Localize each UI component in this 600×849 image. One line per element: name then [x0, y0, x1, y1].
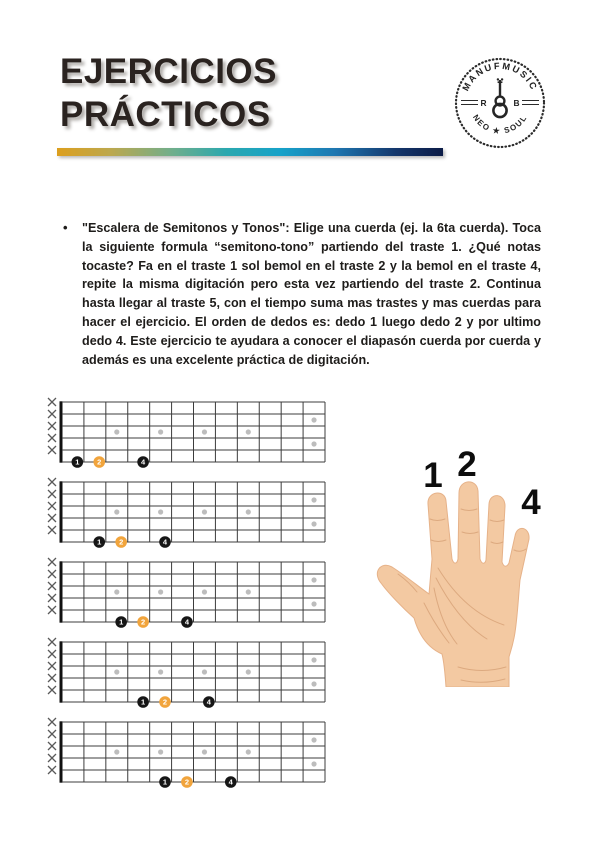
- inlay-dot: [114, 589, 119, 594]
- muted-string-x: [48, 478, 56, 486]
- page-title-line1: EJERCICIOS: [60, 52, 277, 91]
- fretboard-svg: [47, 716, 339, 796]
- muted-string-x: [48, 594, 56, 602]
- inlay-dot: [114, 429, 119, 434]
- finger-dot-number: 4: [141, 457, 146, 467]
- inlay-dot: [158, 669, 163, 674]
- inlay-dot: [114, 749, 119, 754]
- inlay-dot: [202, 589, 207, 594]
- fretboard-svg: [47, 636, 339, 716]
- page-title: [60, 50, 277, 136]
- nut-bar: [60, 401, 63, 462]
- muted-string-x: [48, 398, 56, 406]
- nut-bar: [60, 721, 63, 782]
- finger-dot-number: 1: [75, 457, 80, 467]
- muted-string-x: [48, 638, 56, 646]
- inlay-dot: [311, 737, 316, 742]
- inlay-dot: [246, 429, 251, 434]
- fretboard-svg: [47, 396, 339, 476]
- finger-dot-number: 2: [119, 537, 124, 547]
- inlay-dot: [246, 749, 251, 754]
- inlay-dot: [158, 749, 163, 754]
- muted-string-x: [48, 526, 56, 534]
- inlay-dot: [246, 669, 251, 674]
- finger-dot-number: 2: [141, 617, 146, 627]
- inlay-dot: [311, 441, 316, 446]
- fretboard-diagram: [47, 396, 339, 481]
- muted-string-x: [48, 674, 56, 682]
- muted-string-x: [48, 766, 56, 774]
- muted-string-x: [48, 434, 56, 442]
- inlay-dot: [114, 669, 119, 674]
- muted-string-x: [48, 514, 56, 522]
- exercise-text: "Escalera de Semitonos y Tonos": Elige una cuerda (ej. la 6ta cuerda). Toca la siguiente formula “semitono-tono” partiendo del traste 1. ¿Qué notas tocaste? Fa en el traste 1 sol bemol en el traste 2 y la bemol en el traste 4, repite la misma digitación pero esta vez partiendo del traste 2. Continua hasta llegar al traste 5, con el tiempo suma mas trastes y mas cuerdas para hacer el ejercicio. El orden de dedos es: dedo 1 luego dedo 2 y por ultimo dedo 4. Este ejercicio te ayudara a conocer el diapasón cuerda por cuerda y además es una excelente práctica de digitación.: [82, 221, 541, 367]
- muted-string-x: [48, 754, 56, 762]
- inlay-dot: [202, 429, 207, 434]
- inlay-dot: [311, 577, 316, 582]
- inlay-dot: [246, 589, 251, 594]
- fretboard-diagram: [47, 476, 339, 561]
- finger-dot-number: 4: [206, 697, 211, 707]
- inlay-dot: [311, 657, 316, 662]
- inlay-dot: [202, 669, 207, 674]
- inlay-dot: [311, 761, 316, 766]
- inlay-dot: [158, 509, 163, 514]
- finger-dot-number: 2: [97, 457, 102, 467]
- brand-badge-logo: [453, 56, 547, 150]
- muted-string-x: [48, 686, 56, 694]
- page-title-line2: PRÁCTICOS: [60, 95, 271, 134]
- fretboard-diagram: [47, 716, 339, 801]
- muted-string-x: [48, 662, 56, 670]
- fretboard-diagram: [47, 556, 339, 641]
- nut-bar: [60, 481, 63, 542]
- muted-string-x: [48, 730, 56, 738]
- muted-string-x: [48, 558, 56, 566]
- finger-dot-number: 4: [184, 617, 190, 627]
- finger-dot-number: 2: [162, 697, 168, 707]
- hand-illustration: [368, 462, 543, 687]
- fretboard-diagram: [47, 636, 339, 721]
- inlay-dot: [202, 509, 207, 514]
- finger-dot-number: 2: [184, 777, 190, 787]
- inlay-dot: [311, 497, 316, 502]
- muted-string-x: [48, 742, 56, 750]
- guitar-icon: [493, 78, 506, 117]
- muted-string-x: [48, 718, 56, 726]
- badge-arc-bottom-text: NEO ★ SOUL: [470, 112, 530, 136]
- badge-letter-b: B: [513, 98, 520, 108]
- finger-dot-number: 4: [162, 537, 168, 547]
- inlay-dot: [311, 681, 316, 686]
- muted-string-x: [48, 410, 56, 418]
- finger-dot-number: 4: [228, 777, 233, 787]
- finger-label-4: 4: [521, 483, 541, 522]
- inlay-dot: [202, 749, 207, 754]
- muted-string-x: [48, 502, 56, 510]
- inlay-dot: [311, 601, 316, 606]
- exercise-paragraph: [63, 219, 541, 369]
- divider-gradient-bar: [57, 148, 443, 156]
- bullet-marker: •: [63, 220, 68, 235]
- fretboard-svg: [47, 556, 339, 636]
- finger-dot-number: 1: [162, 777, 168, 787]
- badge-letter-r: R: [480, 98, 487, 108]
- muted-string-x: [48, 582, 56, 590]
- nut-bar: [60, 641, 63, 702]
- finger-dot-number: 1: [141, 697, 146, 707]
- inlay-dot: [158, 589, 163, 594]
- muted-string-x: [48, 606, 56, 614]
- inlay-dot: [311, 521, 316, 526]
- inlay-dot: [114, 509, 119, 514]
- fretboard-svg: [47, 476, 339, 556]
- inlay-dot: [311, 417, 316, 422]
- nut-bar: [60, 561, 63, 622]
- finger-dot-number: 1: [97, 537, 102, 547]
- muted-string-x: [48, 490, 56, 498]
- inlay-dot: [158, 429, 163, 434]
- muted-string-x: [48, 650, 56, 658]
- muted-string-x: [48, 422, 56, 430]
- muted-string-x: [48, 570, 56, 578]
- muted-string-x: [48, 446, 56, 454]
- hand-silhouette: [377, 482, 529, 687]
- badge-arc-top-text: MANUFMUSIC: [460, 60, 540, 93]
- finger-dot-number: 1: [119, 617, 124, 627]
- inlay-dot: [246, 509, 251, 514]
- finger-label-1: 1: [423, 456, 443, 495]
- finger-label-2: 2: [457, 445, 477, 484]
